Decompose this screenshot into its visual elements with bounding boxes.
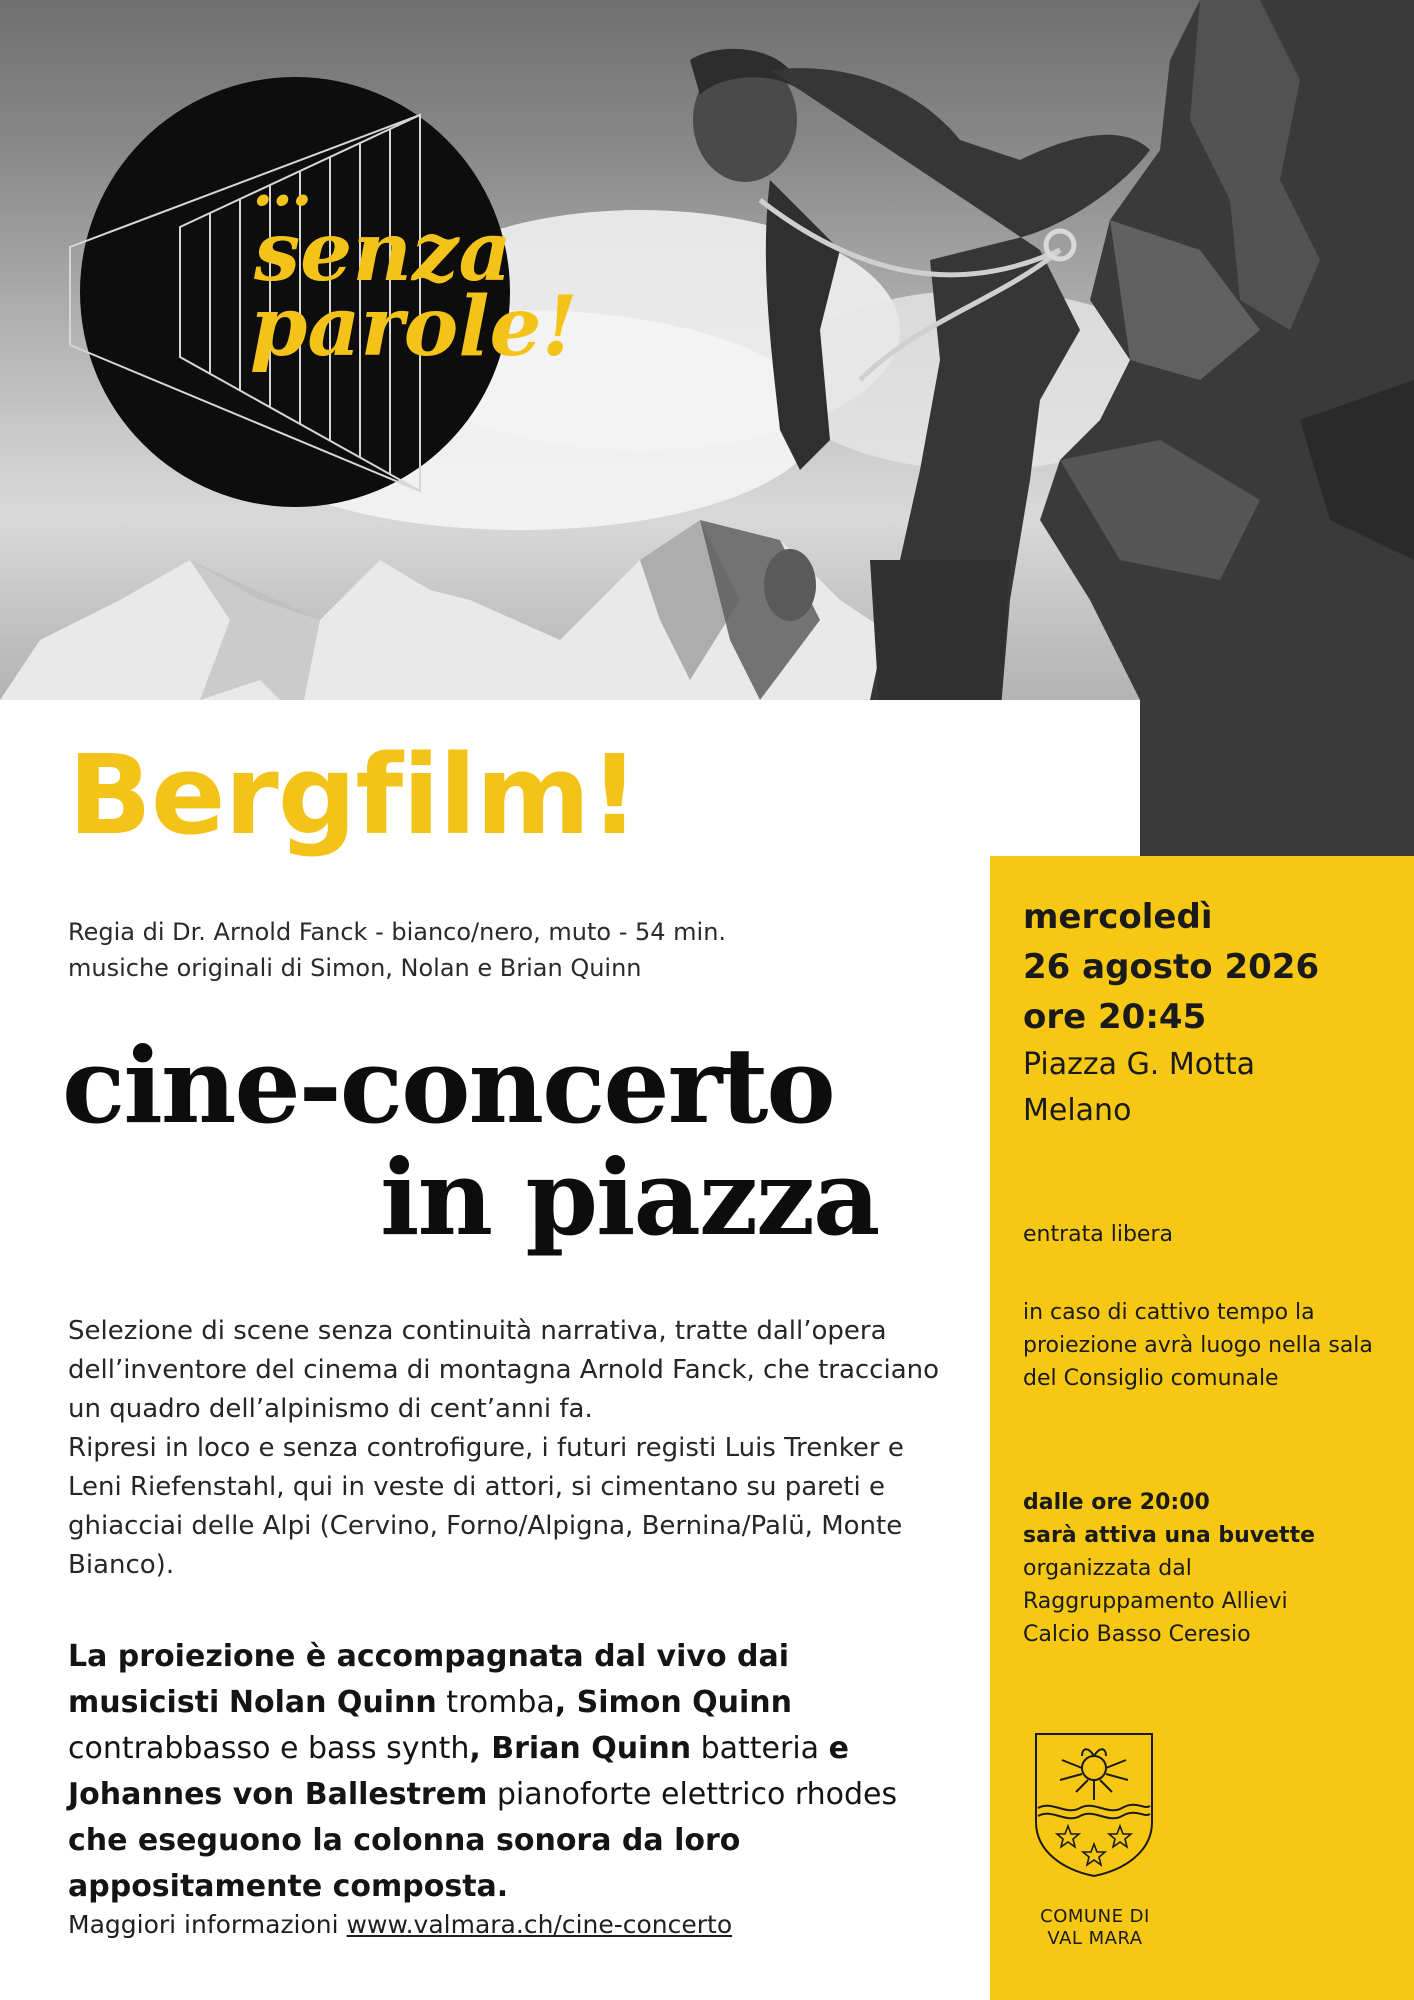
headline-line-2: in piazza (380, 1136, 879, 1259)
senza-parole-logo (80, 77, 578, 507)
more-info-link[interactable]: www.valmara.ch/cine-concerto (346, 1910, 733, 1939)
logo-wordmark (172, 147, 578, 376)
musicians-closing: che eseguono la colonna sonora da loro appositamente composta. (68, 1823, 741, 1904)
crest-label-line-1: COMUNE DI (1040, 1906, 1150, 1927)
description-paragraph-1: Selezione di scene senza continuità narrativa, tratte dall’opera dell’inventore del cinema di montagna Arnold Fanck, che tracciano un quadro dell’alpinismo di cent’anni fa. (68, 1316, 940, 1424)
event-day: mercoledì (1023, 897, 1213, 937)
musician-nolan: Nolan Quinn (228, 1685, 437, 1720)
sidebar-content (1023, 892, 1393, 1647)
musician-brian: , Brian Quinn (469, 1731, 692, 1766)
bad-weather-info: in caso di cattivo tempo la proiezione avrà luogo nella sala del Consiglio comunale (1023, 1300, 1373, 1391)
credits-line-1: Regia di Dr. Arnold Fanck - bianco/nero, muto - 54 min. (68, 918, 727, 946)
buvette-time (1023, 1486, 1353, 1519)
musicians-paragraph (68, 1634, 948, 1910)
buvette-announcement (1023, 1519, 1353, 1552)
municipality-crest-icon (1032, 1730, 1156, 1880)
event-date: 26 agosto 2026 (1023, 947, 1320, 987)
event-headline (62, 1024, 962, 1259)
film-description (68, 1312, 948, 1585)
buvette-info (1023, 1486, 1353, 1651)
description-paragraph-2: Ripresi in loco e senza controfigure, i futuri registi Luis Trenker e Leni Riefenstahl, qui in veste di attori, si cimentano su pareti e ghiacciai delle Alpi (Cervino, Forno/Alpigna, Bernina/Palü, Monte Bianco). (68, 1433, 904, 1580)
buvette-time-text: dalle ore 20:00 (1023, 1490, 1210, 1515)
more-info-label: Maggiori informazioni (68, 1910, 347, 1939)
more-info (68, 1910, 732, 1939)
logo-line-2: parole! (250, 279, 578, 376)
headline-line-1: cine-concerto (62, 1024, 834, 1147)
crest-label (1010, 1906, 1180, 1950)
event-time: ore 20:45 (1023, 997, 1207, 1037)
instrument-drums: batteria (691, 1731, 829, 1766)
poster-title: Bergfilm! (68, 731, 639, 859)
instrument-rhodes: pianoforte elettrico rhodes (487, 1777, 898, 1812)
logo-line-1: senza (254, 204, 512, 300)
credits-line-2: musiche originali di Simon, Nolan e Brian Quinn (68, 954, 642, 982)
musician-simon: , Simon Quinn (554, 1685, 793, 1720)
instrument-bass: contrabbasso e bass synth (68, 1731, 470, 1766)
buvette-organizer: organizzata dal Raggruppamento Allievi Calcio Basso Ceresio (1023, 1556, 1288, 1647)
instrument-trumpet: tromba (436, 1685, 555, 1720)
crest-label-line-2: VAL MARA (1047, 1928, 1143, 1949)
musicians-text (68, 1634, 948, 1910)
event-venue: Piazza G. Motta (1023, 1047, 1256, 1082)
event-town: Melano (1023, 1093, 1132, 1128)
event-info-sidebar (990, 856, 1414, 2000)
musicians-intro: La proiezione è accompagnata dal vivo dai musicisti (68, 1639, 790, 1720)
musician-johannes: e Johannes von Ballestrem (68, 1731, 849, 1812)
film-credits (68, 914, 968, 986)
entry-info: entrata libera (1023, 1222, 1173, 1247)
buvette-announcement-text: sarà attiva una buvette (1023, 1523, 1316, 1548)
logo-dots: ... (252, 147, 311, 220)
